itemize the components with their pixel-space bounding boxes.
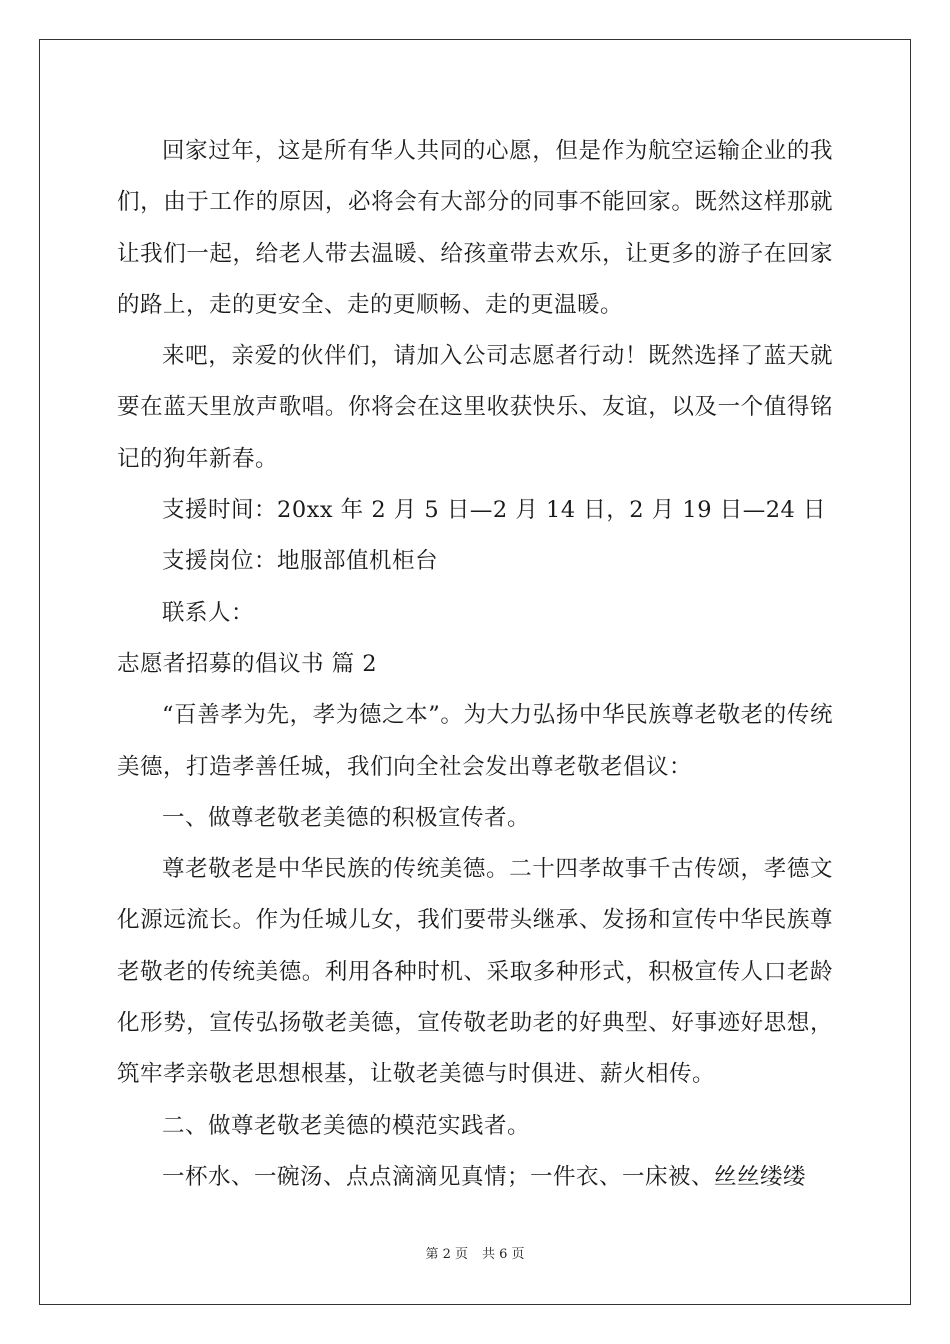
support-post: 支援岗位：地服部值机柜台 bbox=[162, 548, 439, 575]
contact-person: 联系人： bbox=[162, 599, 255, 626]
page-total: 共 6 页 bbox=[482, 1247, 525, 1262]
document-body bbox=[117, 126, 833, 1203]
support-time: 支援时间：20xx 年 2 月 5 日—2 月 14 日，2 月 19 日—24 日 bbox=[162, 497, 826, 524]
paragraph-11: 一杯水、一碗汤、点点滴滴见真情；一件衣、一床被、丝丝缕缕 bbox=[162, 1163, 807, 1190]
paragraph-7: “百善孝为先，孝为德之本”。为大力弘扬中华民族尊老敬老的传统美德，打造孝善任城，我们向全社会发出尊老敬老倡议： bbox=[117, 702, 833, 780]
point-two-heading: 二、做尊老敬老美德的模范实践者。 bbox=[162, 1112, 531, 1139]
page-footer bbox=[0, 1246, 950, 1264]
point-one-heading: 一、做尊老敬老美德的积极宣传者。 bbox=[162, 804, 531, 831]
paragraph-2: 来吧，亲爱的伙伴们，请加入公司志愿者行动！既然选择了蓝天就要在蓝天里放声歌唱。你将会在这里收获快乐、友谊，以及一个值得铭记的狗年新春。 bbox=[117, 343, 833, 472]
paragraph-1: 回家过年，这是所有华人共同的心愿，但是作为航空运输企业的我们，由于工作的原因，必将会有大部分的同事不能回家。既然这样那就让我们一起，给老人带去温暖、给孩童带去欢乐，让更多的游子在回家的路上，走的更安全、走的更顺畅、走的更温暖。 bbox=[117, 138, 833, 318]
paragraph-9: 尊老敬老是中华民族的传统美德。二十四孝故事千古传颂，孝德文化源远流长。作为任城儿女，我们要带头继承、发扬和宣传中华民族尊老敬老的传统美德。利用各种时机、采取多种形式，积极宣传人口老龄化形势，宣传弘扬敬老美德，宣传敬老助老的好典型、好事迹好思想，筑牢孝亲敬老思想根基，让敬老美德与时俱进、薪火相传。 bbox=[117, 856, 833, 1088]
page-number: 第 2 页 bbox=[425, 1247, 468, 1262]
section-heading: 志愿者招募的倡议书 篇 2 bbox=[117, 650, 378, 677]
